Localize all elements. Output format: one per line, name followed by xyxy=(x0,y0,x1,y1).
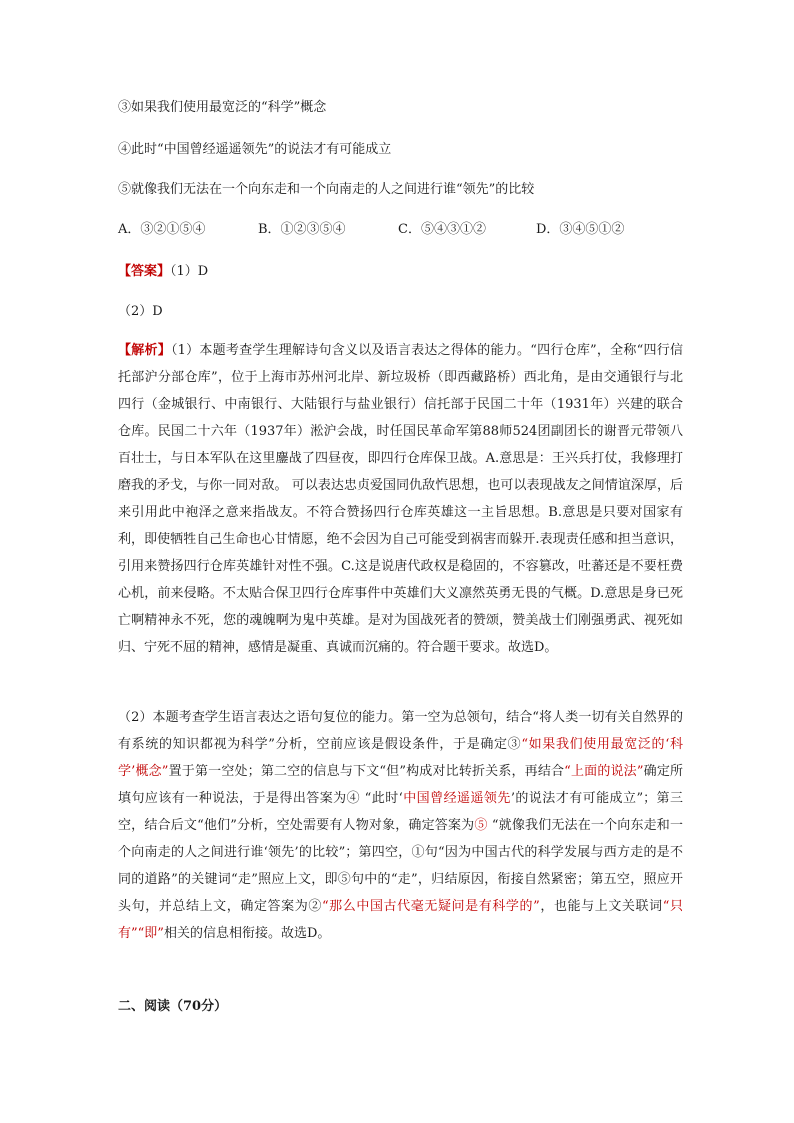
analysis-2-text: （2）本题考查学生语言表达之语句复位的能力。第一空为总领句，结合“将人类一切有关自然界的有系统的知识都视为科学”分析，空前应该是假设条件，于是确定③ xyxy=(118,710,683,752)
analysis-part-1-text: （1）本题考查学生理解诗句含义以及语言表达之得体的能力。“四行仓库”，全称“四行信托部沪分部仓库”，位于上海市苏州河北岸、新垃圾桥（即西藏路桥）西北角，是由交通银行与北四行（金城银行、中南银行、大陆银行与盐业银行）信托部于民国二十年（1931年）兴建的联合仓库。民国二十六年（1937年）淞沪会战，时任国民革命军第88师524团副团长的谢晋元带领八百壮士，与日本军队在这里鏖战了四昼夜，即四行仓库保卫战。A.意思是：王兴兵打仗，我修理打磨我的矛戈，与你一同对敌。 可以表达忠贞爱国同仇敌忾思想，也可以表现战友之间情谊深厚，后来引用此中袍泽之意来指战友。不符合赞扬四行仓库英雄这一主旨思想。B.意思是只要对国家有利，即使牺牲自己生命也心甘情愿，绝不会因为自己可能受到祸害而躲开.表现责任感和担当意识，引用来赞扬四行仓库英雄针对性不强。C.这是说唐代政权是稳固的，不容篡改，吐蕃还是不要枉费心机，前来侵略。不太贴合保卫四行仓库事件中英雄们大义凛然英勇无畏的气概。D.意思是身已死亡啊精神永不死，您的魂魄啊为鬼中英雄。是对为国战死者的赞颂，赞美战士们刚强勇武、视死如归、宁死不屈的精神，感情是凝重、真诚而沉痛的。符合题干要求。故选D。 xyxy=(118,343,683,655)
analysis-part-2 xyxy=(118,704,683,947)
choice-b: B．①②③⑤④ xyxy=(258,222,346,237)
analysis-2-highlight: “那么中国古代毫无疑问是有科学的” xyxy=(321,899,540,914)
option-line-4: ④此时“中国曾经遥遥领先”的说法才有可能成立 xyxy=(118,142,392,157)
answer-tag: 【答案】 xyxy=(118,264,171,279)
option-line-3: ③如果我们使用最宽泛的“科学”概念 xyxy=(118,100,327,115)
analysis-2-highlight: “上面的说法” xyxy=(564,764,644,779)
answer-part-2: （2）D xyxy=(118,304,163,319)
analysis-2-text: “就像我们无法在一个向东走和一个向南走的人之间进行谁‘领先’的比较”；第四空，①句“因为中国古代的科学发展与西方走的是不同的道路”的关键词“走”照应上文，即⑤句中的“走”，归结原因，衔接自然紧密；第五空，照应开头句，并总结上文，确定答案为② xyxy=(118,818,683,914)
choice-a: A．③②①⑤④ xyxy=(118,222,206,237)
analysis-tag: 【解析】 xyxy=(118,343,171,358)
section-heading: 二、阅读（70分） xyxy=(118,999,228,1014)
analysis-2-text: ’的说法才有可能成立”；第三空，结合后文“他们”分析，空处需要有人物对象，确定答案为 xyxy=(118,791,683,833)
analysis-2-highlight: “只有”“即” xyxy=(118,899,683,941)
analysis-2-highlight: ⑤ xyxy=(474,818,488,833)
choice-d: D．③④⑤①② xyxy=(536,222,625,237)
analysis-2-text: ，也能与上文关联词 xyxy=(539,899,663,914)
answer-line xyxy=(118,260,208,279)
analysis-2-text: 确定所填句应该有一种说法，于是得出答案为④ “此时‘ xyxy=(118,764,683,806)
analysis-part-1 xyxy=(118,337,683,661)
analysis-2-highlight: “如果我们使用最宽泛的‘科学’概念” xyxy=(118,737,683,779)
analysis-2-text: 置于第一空处；第二空的信息与下文“但”构成对比转折关系，再结合 xyxy=(168,764,565,779)
choice-c: C．⑤④③①② xyxy=(398,222,486,237)
option-line-5: ⑤就像我们无法在一个向东走和一个向南走的人之间进行谁“领先”的比较 xyxy=(118,182,535,197)
analysis-2-highlight: 中国曾经遥遥领先 xyxy=(402,791,511,806)
analysis-2-text: 相关的信息相衔接。故选D。 xyxy=(163,926,331,941)
answer-part-1: （1）D xyxy=(170,264,209,279)
